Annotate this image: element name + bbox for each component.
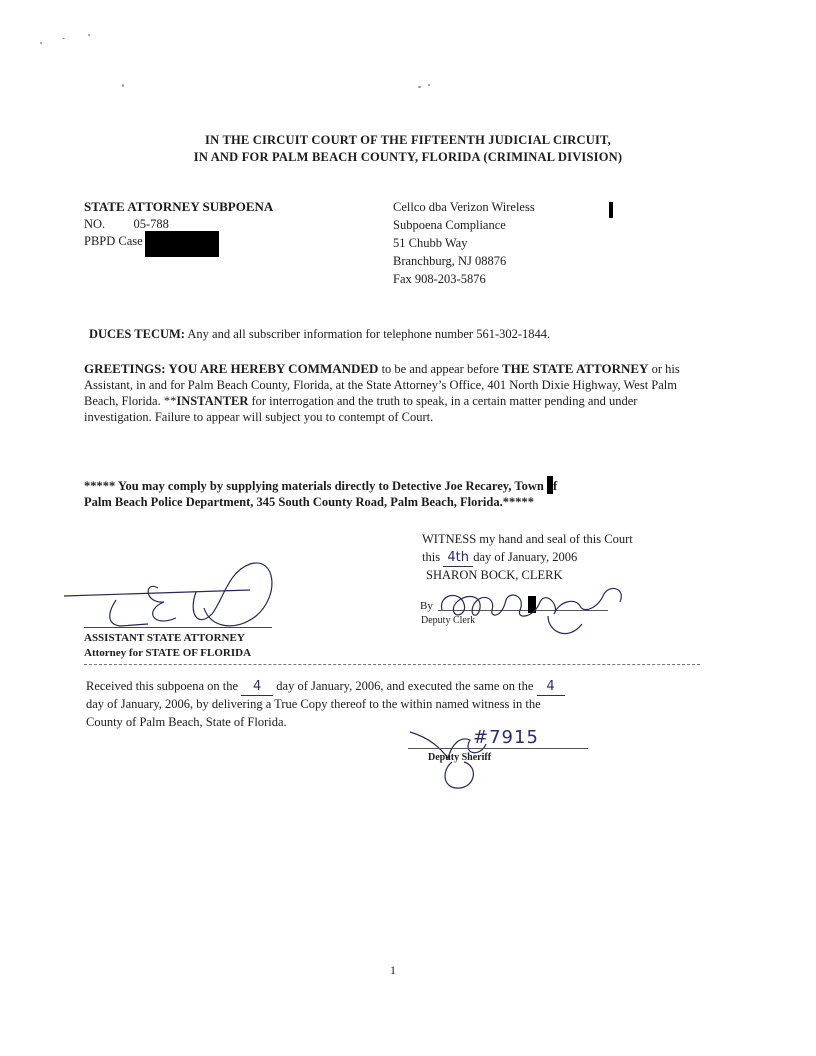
received-line1 xyxy=(86,678,565,696)
scan-speck xyxy=(88,34,90,36)
state-attorney-bold: THE STATE ATTORNEY xyxy=(502,361,649,376)
page-number: 1 xyxy=(390,963,396,977)
section-separator xyxy=(84,664,700,665)
executed-day-handwritten: 4 xyxy=(537,679,565,696)
duces-tecum-line xyxy=(89,326,550,342)
recipient-street: 51 Chubb Way xyxy=(393,236,468,250)
deputy-clerk-label: Deputy Clerk xyxy=(421,615,476,626)
comply-line1-end: f xyxy=(552,479,558,493)
deputy-sheriff-label: Deputy Sheriff xyxy=(428,752,492,763)
greetings-text-1: to be and appear before xyxy=(378,362,503,376)
received-text-a: Received this subpoena on the xyxy=(86,679,242,693)
court-heading-line2: IN AND FOR PALM BEACH COUNTY, FLORIDA (CRIMINAL DIVISION) xyxy=(193,150,623,164)
sheriff-badge-number: #7915 xyxy=(473,727,539,748)
subpoena-number-row xyxy=(84,216,169,232)
witness-line1: WITNESS my hand and seal of this Court xyxy=(422,532,633,546)
pbpd-case-label: PBPD Case xyxy=(84,234,143,248)
subpoena-number-label: NO. xyxy=(84,217,106,231)
asa-signature xyxy=(60,552,290,632)
received-line3: County of Palm Beach, State of Florida. xyxy=(86,715,287,729)
by-label: By xyxy=(420,600,433,612)
scan-speck xyxy=(40,42,42,44)
comply-line1-text: ***** You may comply by supplying materials directly to Detective Joe Recarey, Town xyxy=(84,479,547,493)
witness-line2 xyxy=(422,549,577,567)
received-line2: day of January, 2006, by delivering a True Copy thereof to the within named witness in the xyxy=(86,697,541,711)
greetings-text-3: for interrogation and the truth to speak, in a certain matter pending and under investigation. Failure to appear will subject you to contempt of Court. xyxy=(84,394,638,424)
greetings-lead: GREETINGS: YOU ARE HEREBY COMMANDED xyxy=(84,361,379,376)
duces-tecum-label: DUCES TECUM: xyxy=(89,327,185,341)
scan-speck xyxy=(62,38,65,39)
asa-signature-line xyxy=(84,627,272,628)
recipient-fax: Fax 908-203-5876 xyxy=(393,272,486,286)
asa-title: ASSISTANT STATE ATTORNEY xyxy=(84,632,245,644)
recipient-city: Branchburg, NJ 08876 xyxy=(393,254,507,268)
instanter-bold: INSTANTER xyxy=(176,394,249,408)
recipient-name: Cellco dba Verizon Wireless xyxy=(393,200,535,214)
duces-tecum-text: Any and all subscriber information for telephone number 561-302-1844. xyxy=(187,327,551,341)
comply-line1 xyxy=(84,476,557,494)
greetings-text-2: or his Assistant, in and for Palm Beach County, Florida, at the State Attorney’s Office, 401 North Dixie Highway, West Palm Beach, Florida. ** xyxy=(84,362,680,408)
scan-speck xyxy=(122,84,124,87)
subpoena-number-value: 05-788 xyxy=(133,217,169,231)
redaction-block-case xyxy=(145,231,219,257)
court-heading-line1: IN THE CIRCUIT COURT OF THE FIFTEENTH JUDICIAL CIRCUIT, xyxy=(205,133,611,147)
witness-day-handwritten: 4th xyxy=(443,550,473,567)
redaction-mark xyxy=(609,202,613,218)
comply-line2: Palm Beach Police Department, 345 South County Road, Palm Beach, Florida.***** xyxy=(84,495,534,509)
scan-speck xyxy=(428,84,430,86)
recipient-dept: Subpoena Compliance xyxy=(393,218,506,232)
subpoena-title: STATE ATTORNEY SUBPOENA xyxy=(84,199,274,214)
received-day-handwritten: 4 xyxy=(241,679,273,696)
scan-speck xyxy=(418,86,421,88)
witness-this: this xyxy=(422,550,444,564)
clerk-name: SHARON BOCK, CLERK xyxy=(426,568,563,582)
asa-subtitle: Attorney for STATE OF FLORIDA xyxy=(84,647,252,659)
sheriff-signature-line xyxy=(408,748,588,749)
greetings-paragraph xyxy=(84,361,704,425)
witness-month-year: day of January, 2006 xyxy=(473,550,578,564)
received-text-b: day of January, 2006, and executed the same on the xyxy=(273,679,537,693)
clerk-signature xyxy=(430,580,660,640)
